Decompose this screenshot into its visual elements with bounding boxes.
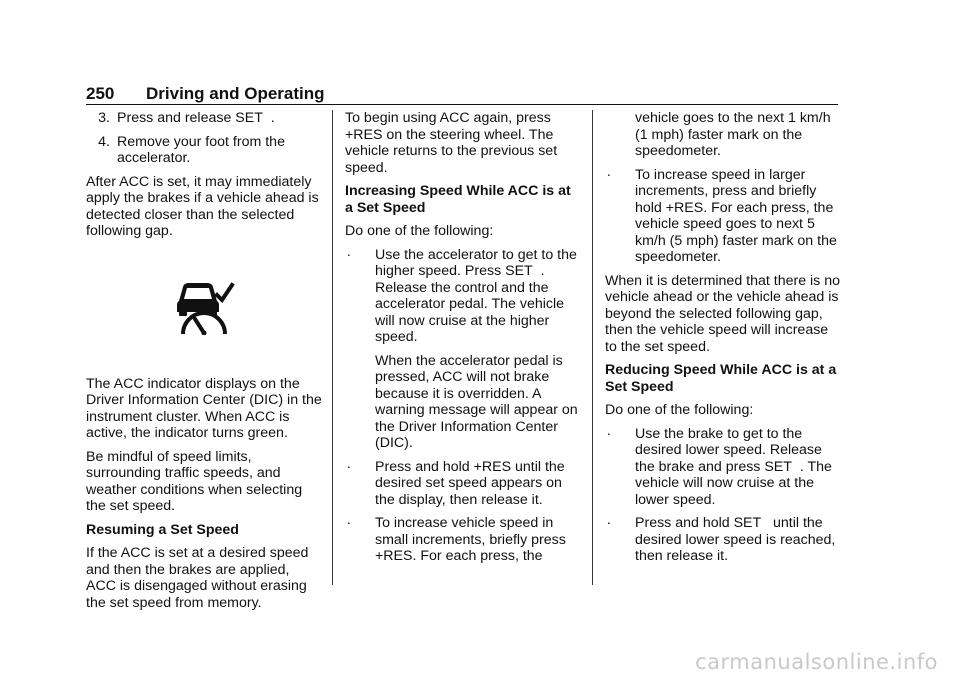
column-1 (86, 110, 322, 618)
heading-reducing: Reducing Speed While ACC is at a Set Speed (605, 362, 837, 395)
step-4 (86, 134, 322, 167)
bullet-text: Press and hold +RES until the desired set speed appears on the display, then release it. (375, 458, 565, 508)
acc-vehicle-ahead-speedometer-icon (173, 279, 235, 335)
bullet-item (345, 515, 581, 565)
column-3 (605, 110, 841, 572)
bullet-text: To increase speed in larger increments, press and briefly hold +RES. For each press, the vehicle speed goes to next 5 km/h (5 mph) faster mark on the speedometer. (635, 166, 837, 265)
step-number: 3. (98, 110, 110, 126)
paragraph-resuming: If the ACC is set at a desired speed and then the brakes are applied, ACC is disengaged without erasing the set speed from memory. (86, 545, 309, 611)
acc-indicator-figure (86, 250, 322, 364)
paragraph-no-vehicle: When it is determined that there is no vehicle ahead or the vehicle ahead is beyond the selected following gap, then the vehicle speed will increase to the set speed. (605, 272, 841, 355)
column-divider (332, 110, 333, 585)
bullet-icon: ∙ (607, 166, 611, 183)
paragraph-begin: To begin using ACC again, press +RES on the steering wheel. The vehicle returns to the previous set speed. (345, 110, 558, 176)
bullet-icon: ∙ (607, 515, 611, 531)
bullet-text: Use the accelerator to get to the higher speed. Press SET . Release the control and the accelerator pedal. The vehicle will now cruise at the higher speed. (375, 246, 577, 345)
column-2 (345, 110, 581, 572)
paragraph-indicator: The ACC indicator displays on the Driver Information Center (DIC) in the instrument cluster. When ACC is active, the indicator turns green. (86, 375, 322, 441)
bullet-text: Press and hold SET until the desired lower speed is reached, then release it. (635, 515, 836, 564)
bullet-item (605, 426, 841, 509)
bullet-text: Use the brake to get to the desired lower speed. Release the brake and press SET . The vehicle will now cruise at the lower speed. (635, 425, 832, 508)
page-header (86, 84, 838, 105)
paragraph-mindful: Be mindful of speed limits, surrounding traffic speeds, and weather conditions when selecting the set speed. (86, 448, 303, 514)
bullet-icon: ∙ (347, 458, 351, 475)
step-number: 4. (98, 133, 110, 150)
bullet-text: To increase vehicle speed in small increments, briefly press +RES. For each press, the (375, 515, 566, 564)
bullet-continuation: When the accelerator pedal is pressed, ACC will not brake because it is overridden. A warning message will appear on the Driver Information Center (DIC). (375, 352, 578, 451)
heading-resuming: Resuming a Set Speed (86, 521, 239, 538)
bullet-item (345, 247, 581, 346)
paragraph-after-set: After ACC is set, it may immediately apply the brakes if a vehicle ahead is detected closer than the selected following gap. (86, 173, 319, 239)
bullet-icon: ∙ (347, 246, 351, 263)
step-text: Remove your foot from the accelerator. (117, 133, 285, 166)
bullet-item (605, 167, 841, 266)
page-number: 250 (86, 84, 115, 103)
step-text: Press and release SET . (117, 110, 275, 126)
bullet-continuation: vehicle goes to the next 1 km/h (1 mph) faster mark on the speedometer. (635, 110, 831, 159)
watermark: carmanualsonline.info (695, 650, 938, 674)
section-title: Driving and Operating (146, 84, 325, 103)
bullet-item (605, 515, 841, 565)
heading-increasing: Increasing Speed While ACC is at a Set Speed (345, 183, 571, 216)
bullet-icon: ∙ (347, 515, 351, 531)
paragraph-do-one: Do one of the following: (605, 402, 754, 418)
paragraph-do-one: Do one of the following: (345, 223, 494, 239)
step-3 (86, 110, 322, 127)
bullet-item (345, 459, 581, 509)
bullet-icon: ∙ (607, 425, 611, 442)
column-divider (592, 110, 593, 585)
